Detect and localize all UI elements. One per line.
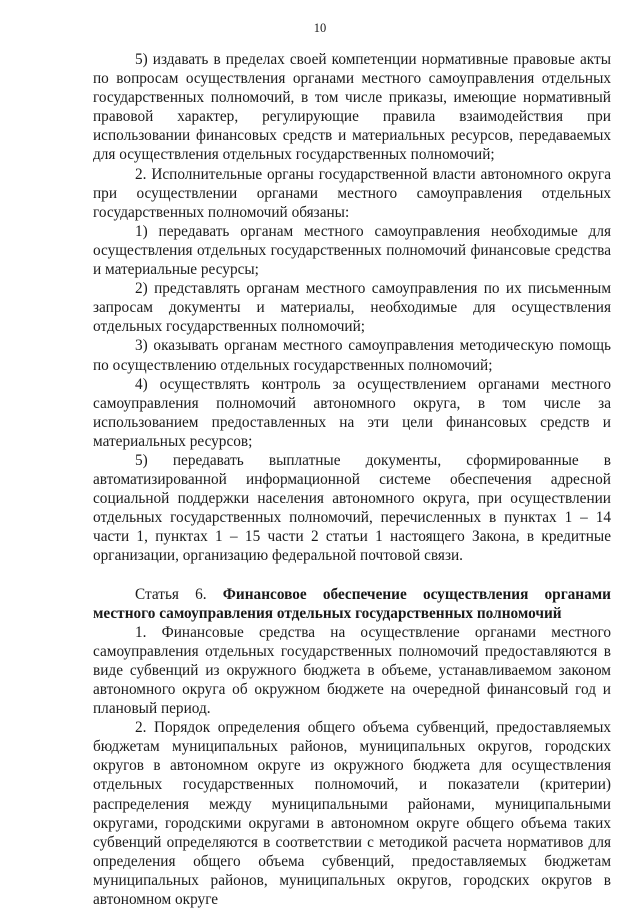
article-heading [93, 585, 611, 623]
article-number: Статья 6. [135, 585, 223, 603]
paragraph: 1. Финансовые средства на осуществление органами местного самоуправления отдельных государственных полномочий предоставляются в виде субвенций из окружного бюджета в объеме, устанавливаемом законом автономного округа об окружном бюджете на очередной финансовый год и плановый период. [93, 623, 611, 718]
article-title: Финансовое обеспечение осуществления органами местного самоуправления отдельных государственных полномочий [93, 585, 611, 622]
paragraph: 1) передавать органам местного самоуправления необходимые для осуществления отдельных государственных полномочий финансовые средства и материальные ресурсы; [93, 222, 611, 279]
paragraph: 4) осуществлять контроль за осуществлением органами местного самоуправления полномочий автономного округа, в том числе за использованием предоставленных на эти цели финансовых средств и материальных ресурсов; [93, 375, 611, 450]
document-body [93, 50, 611, 909]
paragraph: 5) издавать в пределах своей компетенции нормативные правовые акты по вопросам осуществления органами местного самоуправления отдельных государственных полномочий, в том числе приказы, имеющие нормативный правовой характер, регулирующие правила взаимодействия при использовании финансовых средств и материальных ресурсов, передаваемых для осуществления отдельных государственных полномочий; [93, 51, 611, 164]
section-spacer [93, 566, 611, 585]
page-number: 10 [313, 21, 327, 35]
paragraph: 2. Исполнительные органы государственной власти автономного округа при осуществлении органами местного самоуправления отдельных государственных полномочий обязаны: [93, 165, 611, 221]
paragraph: 5) передавать выплатные документы, сформированные в автоматизированной информационной системе обеспечения адресной социальной поддержки населения автономного округа, при осуществлении отдельных государственных полномочий, перечисленных в пунктах 1 – 14 части 1, пунктах 1 – 15 части 2 статьи 1 настоящего Закона, в кредитные организации, организацию федеральной почтовой связи. [93, 451, 611, 565]
paragraph: 3) оказывать органам местного самоуправления методическую помощь по осуществлению отдельных государственных полномочий; [93, 337, 611, 374]
paragraph: 2) представлять органам местного самоуправления по их письменным запросам документы и материалы, необходимые для осуществления отдельных государственных полномочий; [93, 280, 611, 336]
paragraph: 2. Порядок определения общего объема субвенций, предоставляемых бюджетам муниципальных районов, муниципальных округов, городских округов в автономном округе из окружного бюджета для осуществления отдельных государственных полномочий, и показатели (критерии) распределения между муниципальными районами, муниципальными округами, городскими округами в автономном округе общего объема таких субвенций определяются в соответствии с методикой расчета нормативов для определения общего объема субвенций, предоставляемых бюджетам муниципальных районов, муниципальных округов, городских округов в автономном округе [93, 719, 611, 909]
